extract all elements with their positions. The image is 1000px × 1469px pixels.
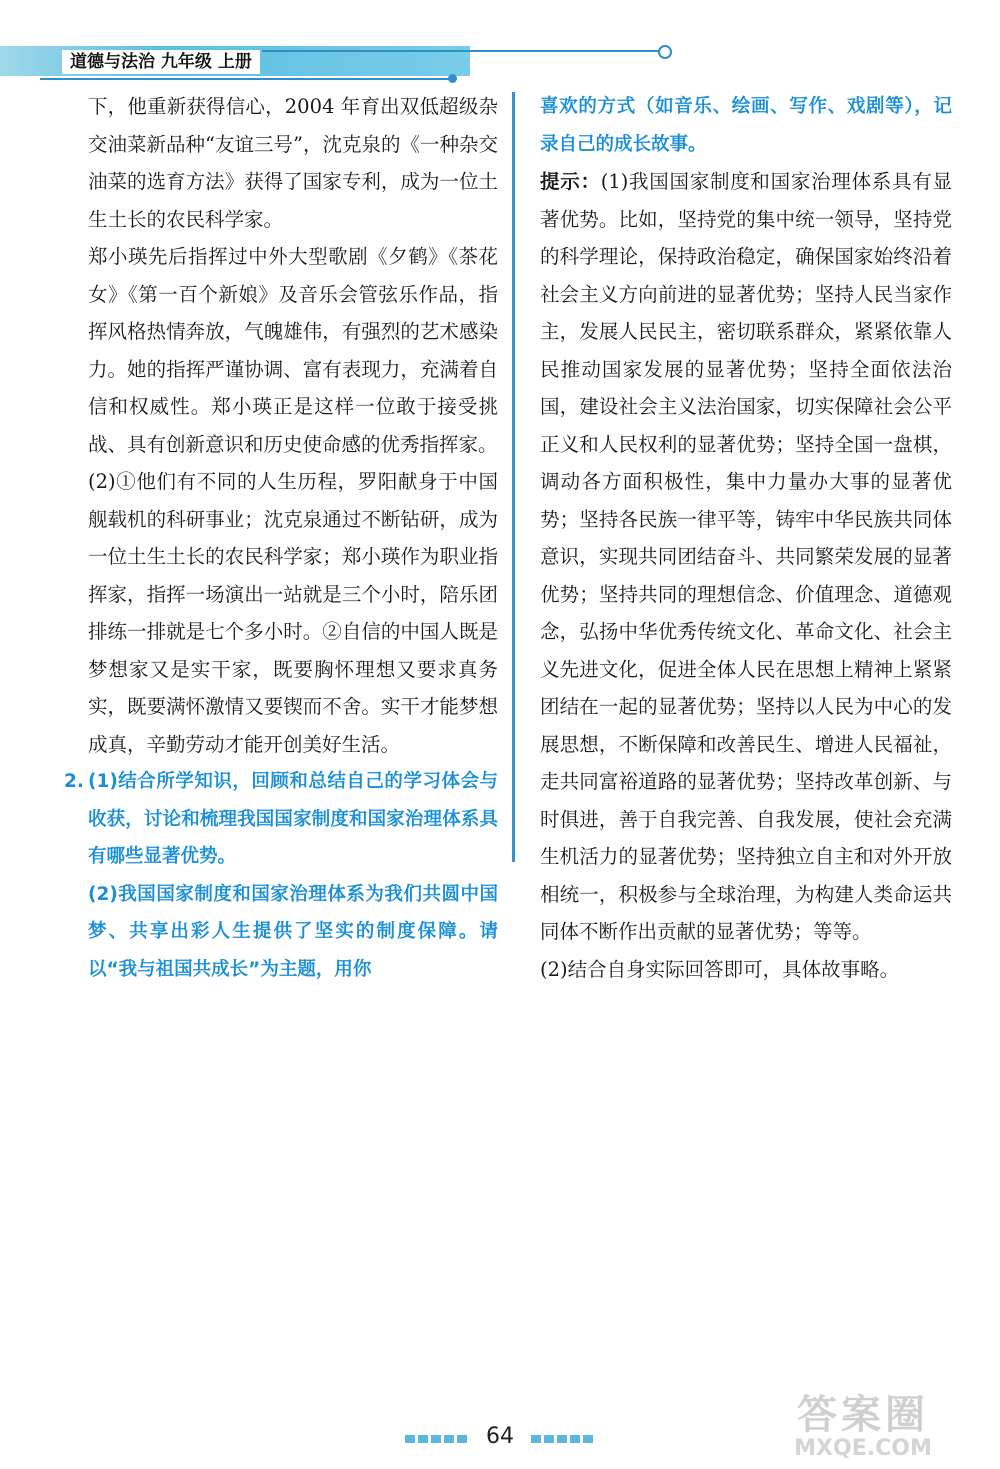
question-2 — [64, 763, 498, 988]
question-2-part-1: (1)结合所学知识，回顾和总结自己的学习体会与收获，讨论和梳理我国国家制度和国家治理体系具有哪些显著优势。 — [88, 771, 498, 867]
column-divider — [512, 92, 515, 862]
header-ring-ornament — [658, 45, 672, 59]
question-2-part-2: (2)我国国家制度和国家治理体系为我们共圆中国梦、共享出彩人生提供了坚实的制度保障。请以“我与祖国共成长”为主题，用你 — [88, 883, 498, 980]
watermark — [748, 1393, 978, 1463]
hint-answer-2: (2)结合自身实际回答即可，具体故事略。 — [540, 957, 900, 981]
answer-paragraph-part2: (2)①他们有不同的人生历程，罗阳献身于中国舰载机的科研事业；沈克泉通过不断钻研，成为一位土生土长的农民科学家；郑小瑛作为职业指挥家，指挥一场演出一站就是三个小时，陪乐团排练一排就是七个多小时。②自信的中国人既是梦想家又是实干家，既要胸怀理想又要求真务实，既要满怀激情又要锲而不舍。实干才能梦想成真，辛勤劳动才能开创美好生活。 — [88, 470, 498, 756]
hint-answer-1-text: (1)我国国家制度和国家治理体系具有显著优势。比如，坚持党的集中统一领导，坚持党的科学理论，保持政治稳定，确保国家始终沿着社会主义方向前进的显著优势；坚持人民当家作主，发展人民民主，密切联系群众，紧紧依靠人民推动国家发展的显著优势；坚持全面依法治国，建设社会主义法治国家，切实保障社会公平正义和人民权利的显著优势；坚持全国一盘棋，调动各方面积极性，集中力量办大事的显著优势；坚持各民族一律平等，铸牢中华民族共同体意识，实现共同团结奋斗、共同繁荣发展的显著优势；坚持共同的理想信念、价值理念、道德观念，弘扬中华优秀传统文化、革命文化、社会主义先进文化，促进全体人民在思想上精神上紧紧团结在一起的显著优势；坚持以人民为中心的发展思想，不断保障和改善民生、增进人民福祉，走共同富裕道路的显著优势；坚持改革创新、与时俱进，善于自我完善、自我发展，使社会充满生机活力的显著优势；坚持独立自主和对外开放相统一，积极参与全球治理，为构建人类命运共同体不断作出贡献的显著优势；等等。 — [540, 170, 952, 943]
book-title: 道德与法治 九年级 上册 — [62, 50, 260, 74]
footer-ornament-right — [531, 1435, 595, 1443]
header-rule-bottom — [40, 78, 450, 80]
left-column — [64, 88, 498, 988]
watermark-text: 答案圈 — [797, 1392, 929, 1438]
watermark-url: MXQE.COM — [794, 1436, 932, 1461]
page-number: 64 — [486, 1424, 514, 1449]
answer-paragraph-shen: 下，他重新获得信心，2004 年育出双低超级杂交油菜新品种“友谊三号”，沈克泉的《一种杂交油菜的选育方法》获得了国家专利，成为一位土生土长的农民科学家。 — [88, 95, 498, 231]
answer-paragraph-zheng: 郑小瑛先后指挥过中外大型歌剧《夕鹤》《茶花女》《第一百个新娘》及音乐会管弦乐作品，指挥风格热情奔放，气魄雄伟，有强烈的艺术感染力。她的指挥严谨协调、富有表现力，充满着自信和权威性。郑小瑛正是这样一位敢于接受挑战、具有创新意识和历史使命感的优秀指挥家。 — [88, 245, 498, 456]
question-number: 2. — [64, 771, 84, 792]
right-column — [540, 88, 952, 988]
question-2-part-2-continued: 喜欢的方式（如音乐、绘画、写作、戏剧等），记录自己的成长故事。 — [540, 96, 952, 155]
hint-label: 提示： — [540, 170, 601, 193]
hint-answer-1 — [540, 163, 952, 951]
footer-ornament-left — [405, 1435, 469, 1443]
header-dot-ornament — [448, 74, 457, 83]
header-rule-top — [262, 50, 662, 52]
